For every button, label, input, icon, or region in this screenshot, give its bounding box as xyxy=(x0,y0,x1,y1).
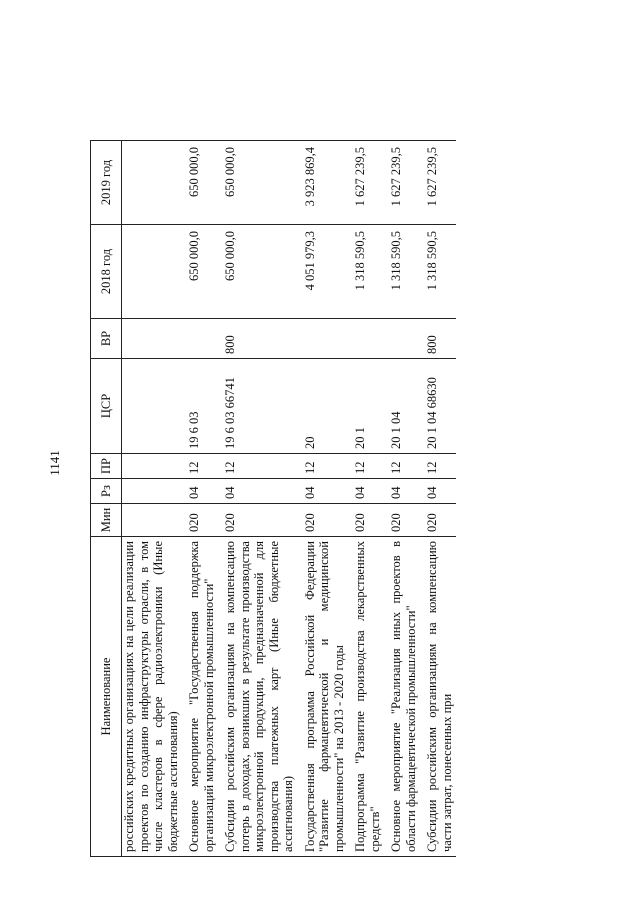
cell-2018: 650 000,0 xyxy=(222,225,302,319)
cell-csr: 20 xyxy=(302,359,353,454)
cell-csr: 20 1 xyxy=(352,359,388,454)
table-row xyxy=(388,141,424,857)
cell-rz: 04 xyxy=(352,479,388,504)
table-row xyxy=(122,141,187,857)
cell-csr: 20 1 04 xyxy=(388,359,424,454)
cell-min: 020 xyxy=(222,504,302,537)
cell-pr: 12 xyxy=(388,454,424,479)
header-row xyxy=(91,141,122,857)
cell-2019: 1 627 239,5 xyxy=(388,141,424,225)
header-2018: 2018 год xyxy=(91,225,122,319)
cell-vr xyxy=(122,319,187,359)
cell-pr: 12 xyxy=(186,454,222,479)
cell-2018: 1 318 590,5 xyxy=(352,225,388,319)
cell-min: 020 xyxy=(302,504,353,537)
cell-pr: 12 xyxy=(424,454,456,479)
cell-vr xyxy=(186,319,222,359)
cell-2019: 1 627 239,5 xyxy=(352,141,388,225)
cell-name: Субсидии российским организациям на компенсацию потерь в доходах, возникших в результате производства микроэлектронной продукции, предназначенной для производства платежных карт (Иные бюджетные ассигнования) xyxy=(222,537,302,857)
table-row xyxy=(302,141,353,857)
cell-2019: 3 923 869,4 xyxy=(302,141,353,225)
cell-vr: 800 xyxy=(424,319,456,359)
cell-2018: 1 318 590,5 xyxy=(388,225,424,319)
cell-csr: 20 1 04 68630 xyxy=(424,359,456,454)
table-row xyxy=(352,141,388,857)
table-row xyxy=(222,141,302,857)
cell-name: Подпрограмма "Развитие производства лекарственных средств" xyxy=(352,537,388,857)
cell-rz: 04 xyxy=(302,479,353,504)
cell-csr: 19 6 03 66741 xyxy=(222,359,302,454)
cell-pr: 12 xyxy=(352,454,388,479)
cell-min xyxy=(122,504,187,537)
header-2019: 2019 год xyxy=(91,141,122,225)
cell-2018 xyxy=(122,225,187,319)
table-row xyxy=(424,141,456,857)
cell-vr xyxy=(302,319,353,359)
cell-min: 020 xyxy=(388,504,424,537)
cell-2019 xyxy=(122,141,187,225)
cell-name: Государственная программа Российской Федерации "Развитие фармацевтической и медицинской промышленности" на 2013 - 2020 годы xyxy=(302,537,353,857)
cell-2019: 1 627 239,5 xyxy=(424,141,456,225)
cell-vr xyxy=(352,319,388,359)
cell-csr: 19 6 03 xyxy=(186,359,222,454)
cell-vr: 800 xyxy=(222,319,302,359)
cell-name: Основное мероприятие "Реализация иных проектов в области фармацевтической промышленности" xyxy=(388,537,424,857)
cell-rz: 04 xyxy=(388,479,424,504)
header-csr: ЦСР xyxy=(91,359,122,454)
cell-min: 020 xyxy=(352,504,388,537)
cell-rz xyxy=(122,479,187,504)
cell-2019: 650 000,0 xyxy=(186,141,222,225)
table-row xyxy=(186,141,222,857)
cell-rz: 04 xyxy=(186,479,222,504)
header-pr: ПР xyxy=(91,454,122,479)
header-rz: Рз xyxy=(91,479,122,504)
cell-pr: 12 xyxy=(302,454,353,479)
page-number: 1141 xyxy=(47,450,62,476)
header-name: Наименование xyxy=(91,537,122,857)
cell-pr xyxy=(122,454,187,479)
header-vr: ВР xyxy=(91,319,122,359)
cell-min: 020 xyxy=(424,504,456,537)
cell-name: Субсидии российским организациям на компенсацию части затрат, понесенных при xyxy=(424,537,456,857)
cell-2018: 4 051 979,3 xyxy=(302,225,353,319)
cell-rz: 04 xyxy=(424,479,456,504)
header-min: Мин xyxy=(91,504,122,537)
cell-2018: 1 318 590,5 xyxy=(424,225,456,319)
cell-name: российских кредитных организациях на цели реализации проектов по созданию инфраструктуры отрасли, в том числе кластеров в сфере радиоэлектроники (Иные бюджетные ассигнования) xyxy=(122,537,187,857)
cell-2018: 650 000,0 xyxy=(186,225,222,319)
cell-min: 020 xyxy=(186,504,222,537)
cell-rz: 04 xyxy=(222,479,302,504)
cell-csr xyxy=(122,359,187,454)
cell-name: Основное мероприятие "Государственная поддержка организаций микроэлектронной промышленности" xyxy=(186,537,222,857)
cell-2019: 650 000,0 xyxy=(222,141,302,225)
cell-vr xyxy=(388,319,424,359)
cell-pr: 12 xyxy=(222,454,302,479)
budget-table xyxy=(90,140,456,857)
